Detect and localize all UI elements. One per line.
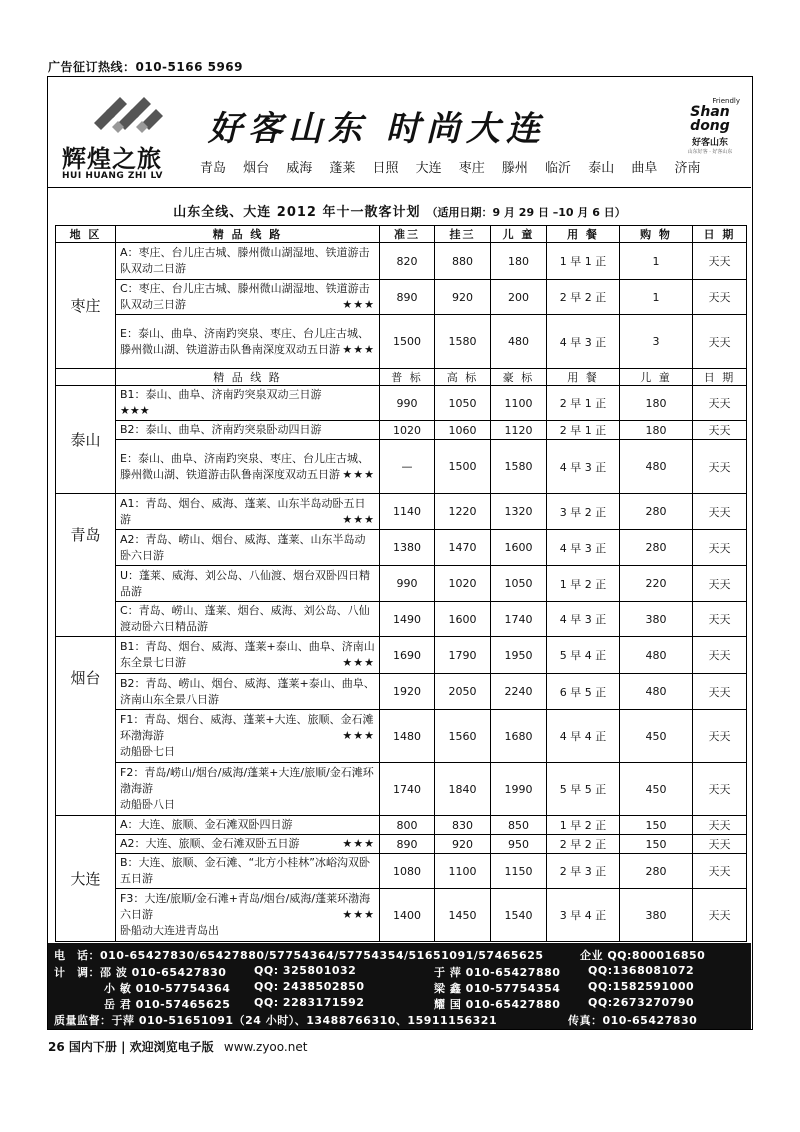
table-row: [56, 421, 747, 440]
planner-right: 于 萍 010-65427880: [434, 966, 561, 979]
subheader-cell: 高 标: [435, 369, 491, 386]
slogan: 好客山东 时尚大连: [208, 109, 546, 149]
value-cell: 480: [620, 637, 693, 674]
planner-left-qq: QQ: 325801032: [254, 964, 357, 977]
table-row: [56, 763, 747, 816]
planner-right-qq: QQ:1368081072: [588, 964, 695, 977]
rating-stars: ★★★: [120, 404, 150, 417]
brand-logo-icon: [88, 93, 168, 139]
price-cell: 1380: [380, 530, 435, 566]
price-cell: 1080: [380, 854, 435, 889]
brand-logo: [56, 91, 186, 179]
planner-left: 岳 君 010-57465625: [104, 998, 231, 1011]
price-cell: 1100: [435, 854, 491, 889]
region-zaozhuang: 枣庄: [56, 243, 116, 369]
route-cell: [116, 602, 380, 637]
meal-cell: 4 早 4 正: [547, 710, 620, 763]
route-name: F2：青岛/崂山/烟台/威海/蓬莱+大连/旅顺/金石滩环渤海游: [120, 766, 374, 795]
date-cell: 天天: [693, 440, 747, 494]
price-cell: 200: [491, 280, 547, 315]
route-cell: [116, 280, 380, 315]
price-cell: 1690: [380, 637, 435, 674]
meal-cell: 2 早 1 正: [547, 386, 620, 421]
value-cell: 3: [620, 315, 693, 369]
region-qingdao: 青岛: [56, 494, 116, 637]
planner-left: 小 敏 010-57754364: [104, 982, 231, 995]
price-cell: 1950: [491, 637, 547, 674]
value-cell: 180: [620, 421, 693, 440]
route-cell: [116, 637, 380, 674]
price-cell: —: [380, 440, 435, 494]
ad-hotline: 广告征订热线：010-5166 5969: [48, 60, 244, 74]
price-cell: 1470: [435, 530, 491, 566]
header-cell: 挂三: [435, 226, 491, 243]
route-cell: [116, 763, 380, 816]
page-footer: [48, 1038, 307, 1055]
route-transport: 动船卧七日: [120, 745, 175, 758]
price-cell: 1790: [435, 637, 491, 674]
date-cell: 天天: [693, 816, 747, 835]
rating-stars: ★★★: [342, 512, 375, 526]
route-name: F1：青岛、烟台、威海、蓬莱+大连、旅顺、金石滩环渤海游: [120, 713, 374, 742]
date-cell: 天天: [693, 835, 747, 854]
header-cell: 地 区: [56, 226, 116, 243]
subheader-cell: 儿 童: [620, 369, 693, 386]
header-cell: 准三: [380, 226, 435, 243]
price-cell: 1740: [380, 763, 435, 816]
route-transport: 动船卧八日: [120, 798, 175, 811]
brand-name-en: HUI HUANG ZHI LV: [62, 171, 163, 181]
price-cell: 1060: [435, 421, 491, 440]
header-cell: 用 餐: [547, 226, 620, 243]
date-cell: 天天: [693, 854, 747, 889]
value-cell: 1: [620, 280, 693, 315]
price-cell: 800: [380, 816, 435, 835]
route-cell: [116, 315, 380, 369]
itinerary-table-body: [56, 226, 747, 942]
table-row: [56, 280, 747, 315]
route-cell: [116, 889, 380, 942]
route-name: B：大连、旅顺、金石滩、“北方小桂林”冰峪沟双卧五日游: [120, 856, 370, 885]
page-number: 26: [48, 1040, 65, 1054]
header-cell: 儿 童: [491, 226, 547, 243]
route-name: A1：青岛、烟台、威海、蓬莱、山东半岛动卧五日游: [120, 496, 366, 526]
table-row: [56, 566, 747, 602]
date-cell: 天天: [693, 710, 747, 763]
shandong-logo-en: Shan dong: [690, 104, 730, 134]
value-cell: 1: [620, 243, 693, 280]
route-cell: [116, 386, 380, 421]
table-row: [56, 889, 747, 942]
table-row: [56, 243, 747, 280]
value-cell: 380: [620, 602, 693, 637]
shandong-logo-sub: 山东好客 · 好客山东: [687, 149, 733, 155]
route-cell: [116, 566, 380, 602]
meal-cell: 4 早 3 正: [547, 530, 620, 566]
date-cell: 天天: [693, 315, 747, 369]
price-cell: 1990: [491, 763, 547, 816]
route-name: E：泰山、曲阜、济南趵突泉、枣庄、台儿庄古城、滕州微山湖、铁道游击队鲁南深度双动五日游: [120, 326, 369, 356]
route-name: B1：泰山、曲阜、济南趵突泉双动三日游: [120, 388, 322, 401]
brand-name-cn: 辉煌之旅: [62, 144, 162, 173]
price-cell: 1450: [435, 889, 491, 942]
planner-left-qq: QQ: 2438502850: [254, 980, 365, 993]
table-row: [56, 602, 747, 637]
table-row: [56, 674, 747, 710]
contact-footer: [48, 943, 751, 1029]
price-cell: 1050: [435, 386, 491, 421]
price-cell: 2050: [435, 674, 491, 710]
table-header: [56, 226, 747, 243]
site-url[interactable]: www.zyoo.net: [223, 1040, 308, 1054]
route-cell: [116, 440, 380, 494]
header-banner: [48, 77, 751, 188]
table-row: [56, 710, 747, 763]
welcome-text: 欢迎浏览电子版: [129, 1040, 214, 1054]
table-subheader: [56, 369, 747, 386]
meal-cell: 2 早 1 正: [547, 421, 620, 440]
meal-cell: 4 早 3 正: [547, 315, 620, 369]
route-name: U：蓬莱、威海、刘公岛、八仙渡、烟台双卧四日精品游: [120, 568, 371, 598]
table-row: [56, 315, 747, 369]
price-cell: 1400: [380, 889, 435, 942]
route-name: A2：青岛、崂山、烟台、威海、蓬莱、山东半岛动卧六日游: [120, 532, 366, 562]
itinerary-table: [55, 225, 747, 942]
meal-cell: 2 早 3 正: [547, 854, 620, 889]
table-row: [56, 835, 747, 854]
price-cell: 1580: [491, 440, 547, 494]
table-row: [56, 440, 747, 494]
price-cell: 1320: [491, 494, 547, 530]
date-cell: 天天: [693, 530, 747, 566]
value-cell: 280: [620, 854, 693, 889]
route-cell: [116, 835, 380, 854]
route-name: A：枣庄、台儿庄古城、滕州微山湖湿地、铁道游击队双动二日游: [120, 246, 370, 275]
page-frame: [47, 76, 753, 1030]
price-cell: 1560: [435, 710, 491, 763]
route-cell: [116, 854, 380, 889]
table-row: [56, 637, 747, 674]
value-cell: 450: [620, 710, 693, 763]
route-cell: [116, 494, 380, 530]
price-cell: 1680: [491, 710, 547, 763]
route-cell: [116, 243, 380, 280]
planner-left-qq: QQ: 2283171592: [254, 996, 365, 1009]
date-cell: 天天: [693, 386, 747, 421]
rating-stars: ★★★: [342, 837, 375, 850]
meal-cell: 1 早 2 正: [547, 816, 620, 835]
shandong-logo-tag: Friendly: [712, 97, 740, 105]
table-row: [56, 816, 747, 835]
date-cell: 天天: [693, 602, 747, 637]
price-cell: 1920: [380, 674, 435, 710]
header-cell: 购 物: [620, 226, 693, 243]
price-cell: 1740: [491, 602, 547, 637]
subheader-cell: 精 品 线 路: [116, 369, 380, 386]
date-cell: 天天: [693, 763, 747, 816]
quality-line: 质量监督：于萍 010-51651091（24 小时）、13488766310、15911156321: [54, 1014, 498, 1027]
value-cell: 380: [620, 889, 693, 942]
value-cell: 220: [620, 566, 693, 602]
route-cell: [116, 710, 380, 763]
date-cell: 天天: [693, 421, 747, 440]
meal-cell: 4 早 3 正: [547, 440, 620, 494]
meal-cell: 5 早 5 正: [547, 763, 620, 816]
route-name: C：青岛、崂山、蓬莱、烟台、威海、刘公岛、八仙渡动卧六日精品游: [120, 604, 370, 633]
rating-stars: ★★★: [342, 342, 375, 356]
header-cell: 精 品 线 路: [116, 226, 380, 243]
price-cell: 850: [491, 816, 547, 835]
empty-cell: [56, 369, 116, 386]
route-cell: [116, 530, 380, 566]
price-cell: 830: [435, 816, 491, 835]
price-cell: 950: [491, 835, 547, 854]
value-cell: 180: [620, 386, 693, 421]
date-cell: 天天: [693, 243, 747, 280]
price-cell: 1140: [380, 494, 435, 530]
price-cell: 890: [380, 280, 435, 315]
date-cell: 天天: [693, 674, 747, 710]
route-name: A：大连、旅顺、金石滩双卧四日游: [120, 818, 293, 831]
footer-divider: |: [121, 1040, 126, 1054]
route-name: F3：大连/旅顺/金石滩+青岛/烟台/威海/蓬莱环渤海六日游: [120, 892, 371, 921]
rating-stars: ★★★: [342, 729, 375, 742]
meal-cell: 4 早 3 正: [547, 602, 620, 637]
route-cell: [116, 421, 380, 440]
date-cell: 天天: [693, 280, 747, 315]
planner-right: 梁 鑫 010-57754354: [434, 982, 561, 995]
table-row: [56, 854, 747, 889]
price-cell: 1600: [435, 602, 491, 637]
plan-dates: （适用日期：9 月 29 日 –10 月 6 日）: [426, 206, 626, 219]
price-cell: 820: [380, 243, 435, 280]
shandong-logo: [680, 97, 740, 157]
fax-line: 传真：010-65427830: [568, 1014, 698, 1027]
route-name: B2：青岛、崂山、烟台、威海、蓬莱+泰山、曲阜、济南山东全景八日游: [120, 676, 375, 706]
planner-left: 计 调：邵 波 010-65427830: [54, 966, 227, 979]
value-cell: 150: [620, 835, 693, 854]
meal-cell: 2 早 2 正: [547, 835, 620, 854]
table-row: [56, 530, 747, 566]
meal-cell: 2 早 2 正: [547, 280, 620, 315]
region-taishan: 泰山: [56, 386, 116, 494]
route-name: B1：青岛、烟台、威海、蓬莱+泰山、曲阜、济南山东全景七日游: [120, 640, 375, 669]
section-name: 国内下册: [68, 1040, 117, 1054]
value-cell: 280: [620, 494, 693, 530]
price-cell: 920: [435, 280, 491, 315]
rating-stars: ★★★: [342, 467, 375, 481]
header-cell: 日 期: [693, 226, 747, 243]
price-cell: 1540: [491, 889, 547, 942]
meal-cell: 6 早 5 正: [547, 674, 620, 710]
route-transport: 卧船动大连进青岛出: [120, 924, 219, 937]
price-cell: 1840: [435, 763, 491, 816]
shandong-logo-cn: 好客山东: [691, 138, 728, 148]
plan-title: [48, 201, 751, 220]
price-cell: 480: [491, 315, 547, 369]
table-row: [56, 494, 747, 530]
region-dalian: 大连: [56, 816, 116, 942]
price-cell: 1050: [491, 566, 547, 602]
value-cell: 450: [620, 763, 693, 816]
price-cell: 180: [491, 243, 547, 280]
route-name: E：泰山、曲阜、济南趵突泉、枣庄、台儿庄古城、滕州微山湖、铁道游击队鲁南深度双动五日游: [120, 451, 369, 481]
price-cell: 2240: [491, 674, 547, 710]
date-cell: 天天: [693, 889, 747, 942]
route-cell: [116, 674, 380, 710]
date-cell: 天天: [693, 637, 747, 674]
subheader-cell: 日 期: [693, 369, 747, 386]
meal-cell: 3 早 4 正: [547, 889, 620, 942]
price-cell: 890: [380, 835, 435, 854]
region-yantai: 烟台: [56, 637, 116, 816]
price-cell: 1500: [380, 315, 435, 369]
table-row: [56, 386, 747, 421]
phone-line: 电 话：010-65427830/65427880/57754364/57754354/51651091/57465625: [54, 949, 544, 962]
corp-qq: 企业 QQ:800016850: [580, 949, 706, 962]
date-cell: 天天: [693, 566, 747, 602]
price-cell: 1490: [380, 602, 435, 637]
price-cell: 1580: [435, 315, 491, 369]
price-cell: 1150: [491, 854, 547, 889]
route-name: A2：大连、旅顺、金石滩双卧五日游: [120, 837, 300, 850]
price-cell: 1600: [491, 530, 547, 566]
price-cell: 1100: [491, 386, 547, 421]
price-cell: 1120: [491, 421, 547, 440]
subheader-cell: 豪 标: [491, 369, 547, 386]
price-cell: 990: [380, 566, 435, 602]
date-cell: 天天: [693, 494, 747, 530]
value-cell: 480: [620, 440, 693, 494]
price-cell: 1500: [435, 440, 491, 494]
price-cell: 920: [435, 835, 491, 854]
price-cell: 880: [435, 243, 491, 280]
subheader-cell: 普 标: [380, 369, 435, 386]
rating-stars: ★★★: [342, 908, 375, 921]
meal-cell: 1 早 2 正: [547, 566, 620, 602]
planner-right: 耀 国 010-65427880: [434, 998, 561, 1011]
price-cell: 1220: [435, 494, 491, 530]
price-cell: 1020: [380, 421, 435, 440]
price-cell: 1480: [380, 710, 435, 763]
route-name: B2：泰山、曲阜、济南趵突泉卧动四日游: [120, 423, 322, 436]
price-cell: 1020: [435, 566, 491, 602]
planner-right-qq: QQ:2673270790: [588, 996, 695, 1009]
price-cell: 990: [380, 386, 435, 421]
value-cell: 480: [620, 674, 693, 710]
value-cell: 150: [620, 816, 693, 835]
planner-right-qq: QQ:1582591000: [588, 980, 695, 993]
city-list: 青岛 烟台 威海 蓬莱 日照 大连 枣庄 滕州 临沂 泰山 曲阜 济南: [200, 161, 701, 176]
route-cell: [116, 816, 380, 835]
rating-stars: ★★★: [342, 656, 375, 669]
plan-title-text: 山东全线、大连 2012 年十一散客计划: [173, 205, 421, 220]
meal-cell: 1 早 1 正: [547, 243, 620, 280]
meal-cell: 5 早 4 正: [547, 637, 620, 674]
value-cell: 280: [620, 530, 693, 566]
subheader-cell: 用 餐: [547, 369, 620, 386]
meal-cell: 3 早 2 正: [547, 494, 620, 530]
rating-stars: ★★★: [342, 298, 375, 311]
route-name: C：枣庄、台儿庄古城、滕州微山湖湿地、铁道游击队双动三日游: [120, 282, 370, 311]
